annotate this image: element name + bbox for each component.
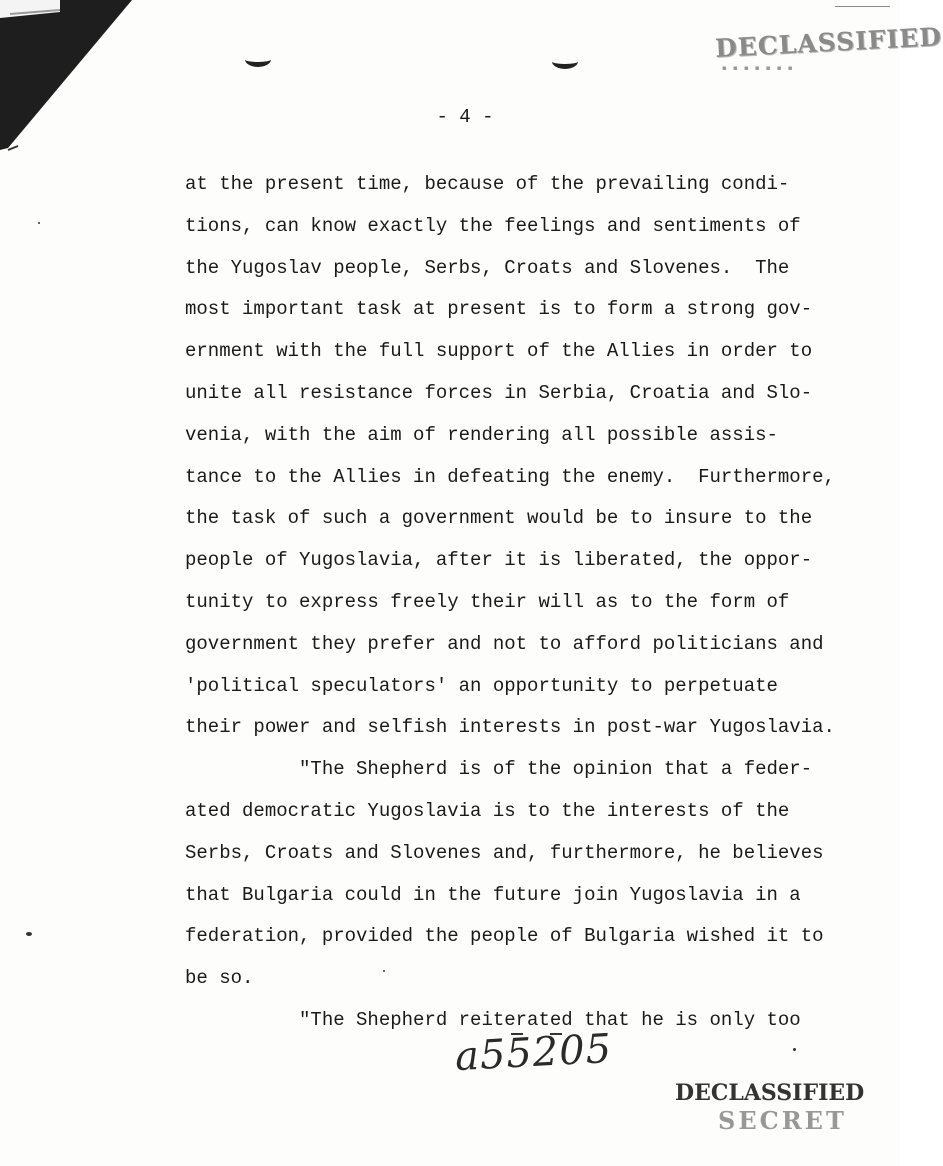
punch-mark-left [245,52,271,67]
stamp-top-subtext: ▪ ▪ ▪ ▪ ▪ ▪ ▪ [722,64,795,72]
typed-body-text [185,164,835,1042]
scan-speck [383,970,385,972]
declassified-stamp-top: DECLASSIFIED [714,22,943,63]
text-line: venia, with the aim of rendering all possible assis- [185,423,778,446]
text-line: government they prefer and not to afford politicians and [185,632,824,655]
secret-stamp-bottom: SECRET [718,1106,847,1135]
top-rule-line [835,6,890,7]
page-number: - 4 - [436,106,494,128]
text-line: at the present time, because of the prevailing condi- [185,173,790,195]
text-line: the task of such a government would be to insure to the [185,507,813,530]
scan-speck [26,932,32,936]
text-line: ated democratic Yugoslavia is to the interests of the [185,799,790,822]
scan-speck [793,1048,796,1051]
text-line: ernment with the full support of the Allies in order to [185,340,813,363]
handwritten-archive-number: a55205 [453,1025,614,1081]
text-line: most important task at present is to form a strong gov- [185,298,813,321]
text-line: "The Shepherd is of the opinion that a feder- [185,758,813,781]
punch-mark-right [552,54,578,69]
text-line: be so. [185,967,254,990]
text-line: 'political speculators' an opportunity to perpetuate [185,674,778,697]
text-line: tions, can know exactly the feelings and sentiments of [185,214,801,237]
scan-speck [38,222,40,224]
text-line: unite all resistance forces in Serbia, Croatia and Slo- [185,381,813,404]
scan-corner-artifact [0,0,140,170]
declassified-stamp-bottom: DECLASSIFIED [675,1080,865,1106]
text-line: tunity to express freely their will as to the form of [185,590,790,613]
text-line: Serbs, Croats and Slovenes and, furthermore, he believes [185,841,824,864]
text-line: that Bulgaria could in the future join Yugoslavia in a [185,883,801,906]
text-line: people of Yugoslavia, after it is liberated, the oppor- [185,549,813,572]
text-line: "The Shepherd reiterated that he is only too [185,1008,801,1031]
text-line: their power and selfish interests in post-war Yugoslavia. [185,716,835,739]
text-line: federation, provided the people of Bulgaria wished it to [185,925,824,948]
text-line: tance to the Allies in defeating the enemy. Furthermore, [185,465,835,488]
text-line: the Yugoslav people, Serbs, Croats and Slovenes. The [185,256,790,279]
